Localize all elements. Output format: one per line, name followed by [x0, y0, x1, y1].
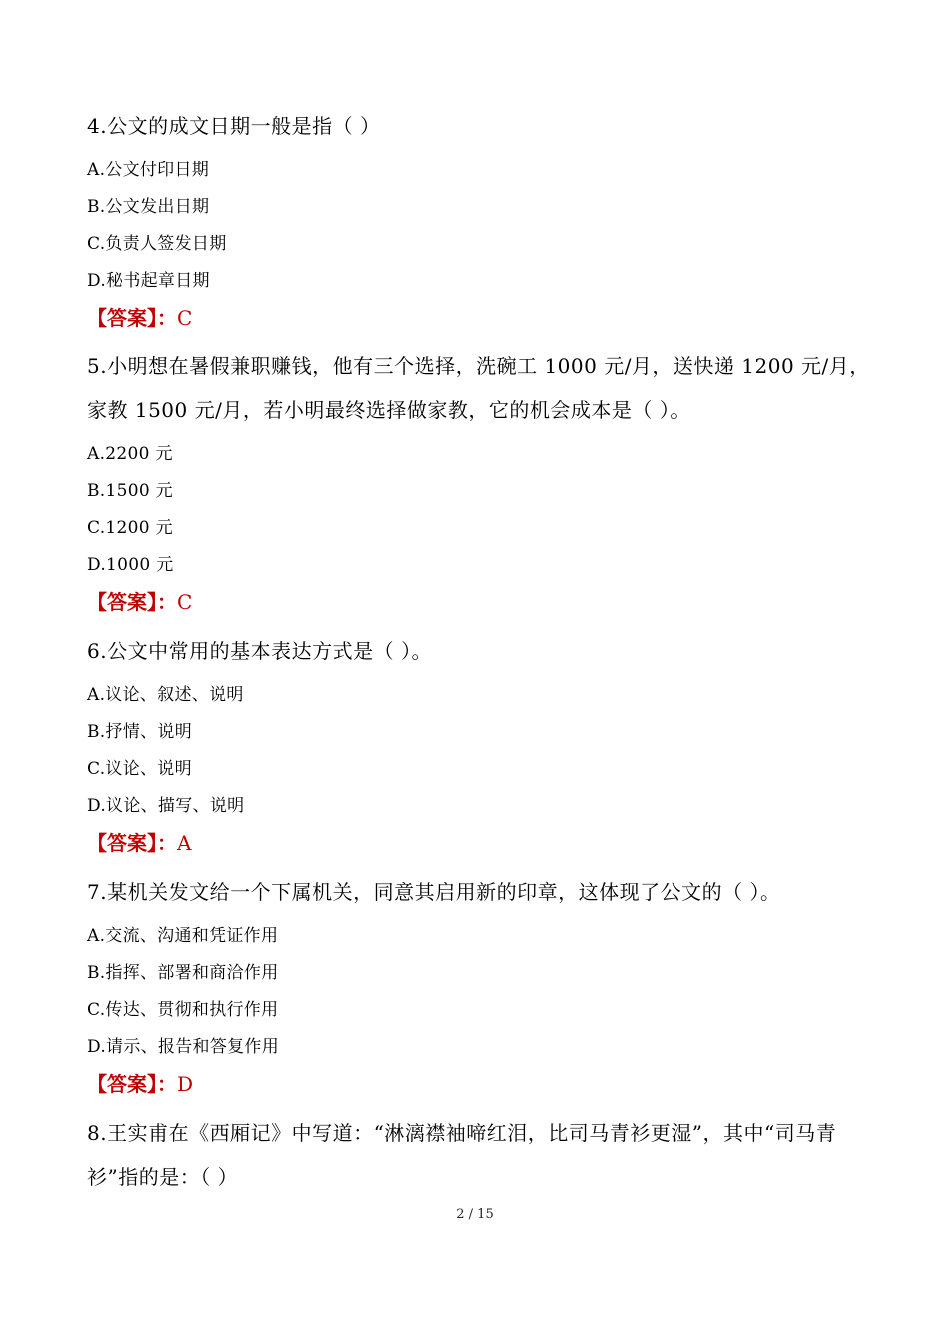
option-b: B.1500 元 — [87, 481, 173, 501]
answer-line — [87, 1071, 193, 1097]
question-stem: 6.公文中常用的基本表达方式是（ ）。 — [87, 639, 432, 663]
question-stem: 7.某机关发文给一个下属机关，同意其启用新的印章，这体现了公文的（ ）。 — [87, 880, 781, 904]
page-number: 2 / 15 — [456, 1207, 494, 1222]
answer-line — [87, 305, 192, 331]
option-a: A.议论、叙述、说明 — [87, 685, 244, 705]
answer-value: C — [177, 590, 193, 614]
answer-label: 【答案】： — [87, 831, 177, 855]
option-c: C.议论、说明 — [87, 759, 192, 779]
answer-label: 【答案】： — [87, 590, 177, 614]
answer-label: 【答案】： — [87, 306, 177, 330]
option-a: A.交流、沟通和凭证作用 — [87, 926, 279, 946]
option-d: D.请示、报告和答复作用 — [87, 1037, 280, 1057]
answer-line — [87, 589, 192, 615]
option-c: C.负责人签发日期 — [87, 234, 227, 254]
option-b: B.公文发出日期 — [87, 197, 210, 217]
answer-value: D — [177, 1072, 194, 1096]
option-a: A.2200 元 — [87, 444, 173, 464]
question-stem: 5.小明想在暑假兼职赚钱，他有三个选择，洗碗工 1000 元/月，送快递 1200 元/月，家教 1500 元/月，若小明最终选择做家教，它的机会成本是（ ）。 — [87, 354, 870, 422]
option-a: A.公文付印日期 — [87, 160, 210, 180]
question-stem: 4.公文的成文日期一般是指（ ） — [87, 114, 381, 138]
answer-value: A — [177, 831, 192, 855]
question-stem: 8.王实甫在《西厢记》中写道：“淋漓襟袖啼红泪，比司马青衫更湿”，其中“司马青衫”指的是：（ ） — [87, 1121, 837, 1189]
option-b: B.指挥、部署和商洽作用 — [87, 963, 279, 983]
option-b: B.抒情、说明 — [87, 722, 192, 742]
option-c: C.1200 元 — [87, 518, 173, 538]
option-d: D.秘书起章日期 — [87, 271, 210, 291]
option-d: D.议论、描写、说明 — [87, 796, 245, 816]
answer-line — [87, 830, 191, 856]
answer-label: 【答案】： — [87, 1072, 177, 1096]
answer-value: C — [177, 306, 193, 330]
option-c: C.传达、贯彻和执行作用 — [87, 1000, 279, 1020]
option-d: D.1000 元 — [87, 555, 174, 575]
